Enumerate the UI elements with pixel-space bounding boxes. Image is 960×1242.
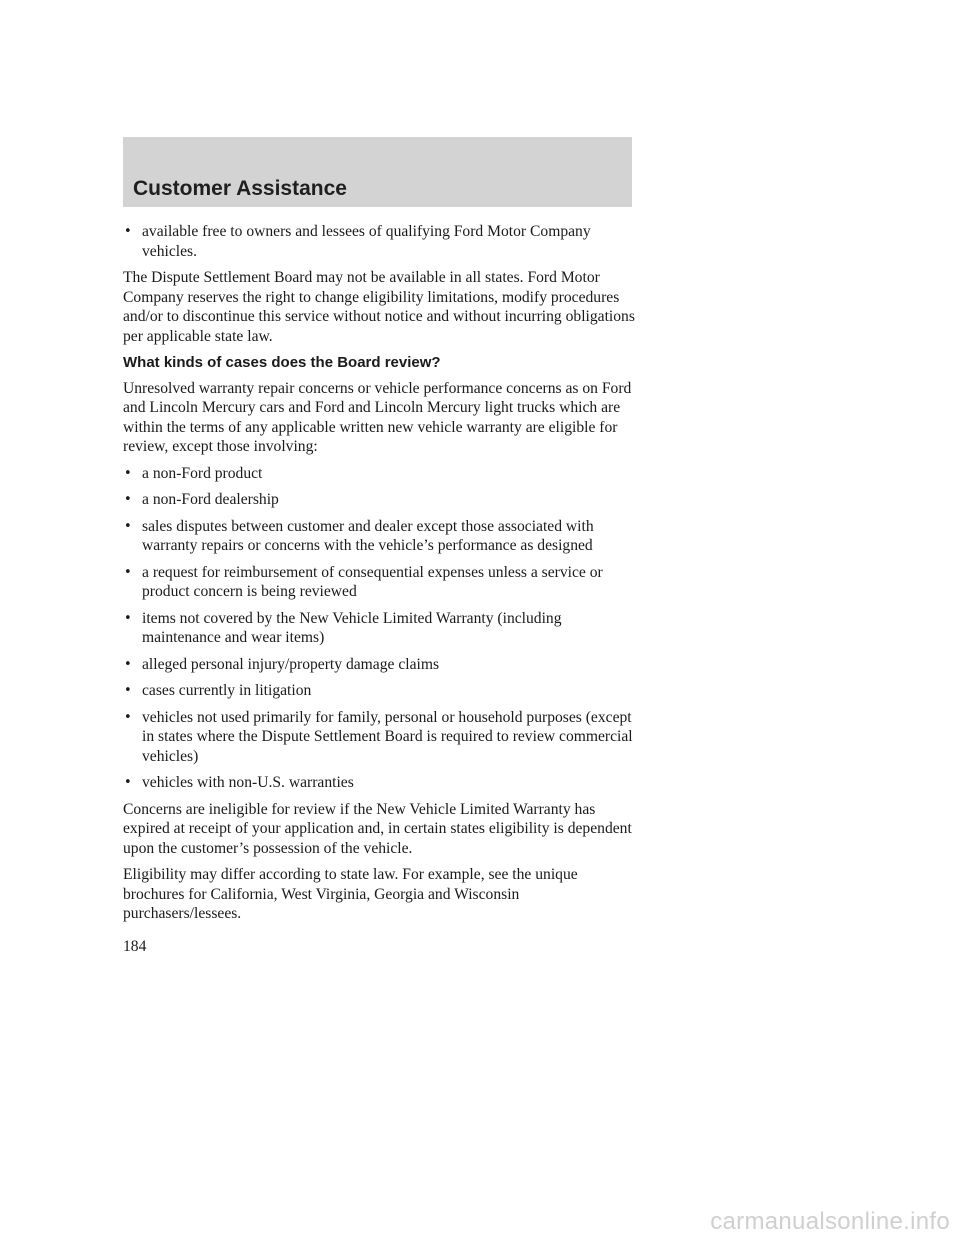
state-law-paragraph: Eligibility may differ according to state law. For example, see the unique brochures for California, West Virginia, Georgia and Wisconsin purchasers/lessees.: [123, 866, 578, 922]
list-item-text: a non-Ford dealership: [142, 491, 279, 508]
bullet-icon: •: [124, 518, 132, 534]
list-item: [123, 222, 635, 261]
list-item: [123, 563, 635, 602]
list-item-text: a non-Ford product: [142, 464, 263, 482]
list-item-text: alleged personal injury/property damage claims: [142, 655, 440, 673]
list-item: [123, 681, 635, 701]
list-item-text: available free to owners and lessees of qualifying Ford Motor Company vehicles.: [142, 223, 591, 260]
list-item: [123, 464, 635, 484]
bullet-icon: •: [124, 492, 132, 507]
list-item: [123, 655, 635, 675]
bullet-icon: •: [124, 610, 132, 626]
list-item: [123, 609, 635, 648]
bullet-icon: •: [124, 224, 132, 239]
section-heading: What kinds of cases does the Board review?: [123, 354, 441, 371]
list-item: [123, 708, 635, 767]
list-item-text: items not covered by the New Vehicle Limited Warranty (including maintenance and wear items): [142, 609, 562, 646]
bullet-icon: •: [124, 709, 132, 725]
list-item: [123, 490, 635, 510]
availability-paragraph: The Dispute Settlement Board may not be available in all states. Ford Motor Company reserves the right to change eligibility limitations, modify procedures and/or to discontinue this service without notice and without incurring obligations per applicable state law.: [123, 269, 635, 345]
list-item: [123, 773, 635, 793]
bullet-icon: •: [124, 465, 132, 481]
list-item-text: cases currently in litigation: [142, 682, 312, 699]
bullet-icon: •: [124, 564, 132, 580]
page-content: [123, 222, 635, 931]
bullet-icon: •: [124, 656, 132, 672]
bullet-icon: •: [124, 775, 132, 790]
list-item-text: sales disputes between customer and dealer except those associated with warranty repairs or concerns with the vehicle’s performance as designed: [142, 517, 594, 554]
exclusions-list: [123, 464, 635, 793]
list-item: [123, 517, 635, 556]
intro-bullet-list: [123, 222, 635, 261]
ineligibility-paragraph: Concerns are ineligible for review if the New Vehicle Limited Warranty has expired at receipt of your application and, in certain states eligibility is dependent upon the customer’s possession of the vehicle.: [123, 800, 632, 857]
list-item-text: vehicles not used primarily for family, personal or household purposes (except in states where the Dispute Settlement Board is required to review commercial vehicles): [142, 708, 633, 765]
bullet-icon: •: [124, 683, 132, 698]
eligibility-paragraph: Unresolved warranty repair concerns or vehicle performance concerns as on Ford and Lincoln Mercury cars and Ford and Lincoln Mercury light trucks which are within the terms of any applicable written new vehicle warranty are eligible for review, except those involving:: [123, 379, 632, 455]
watermark: carmanualsonline.info: [710, 1208, 950, 1235]
page-number: 184: [123, 938, 147, 955]
list-item-text: vehicles with non-U.S. warranties: [142, 774, 354, 791]
list-item-text: a request for reimbursement of consequential expenses unless a service or product concern is being reviewed: [142, 563, 603, 600]
section-title: Customer Assistance: [133, 177, 347, 200]
